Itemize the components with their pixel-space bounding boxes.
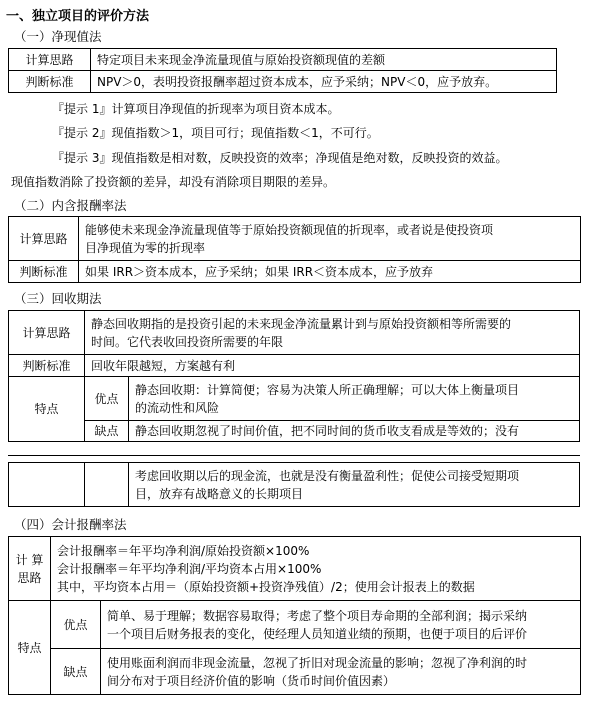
npv-calc-text: 特定项目未来现金净流量现值与原始投资额现值的差额	[91, 49, 557, 71]
arr-feat-label: 特点	[9, 601, 51, 695]
section-title-irr: （二）内含报酬率法	[14, 198, 127, 213]
arr-calc-label-2: 思路	[17, 570, 42, 585]
irr-calc-label: 计算思路	[9, 217, 79, 261]
irr-table	[8, 216, 581, 283]
page-title: 一、独立项目的评价方法	[6, 9, 150, 24]
irr-judge-text: 如果 IRR＞资本成本，应予采纳；如果 IRR＜资本成本，应予放弃	[79, 261, 581, 283]
arr-adv-text-1: 简单、易于理解；数据容易取得；考虑了整个项目寿命期的全部利润；揭示采纳	[107, 608, 528, 623]
irr-calc-text-1: 能够使未来现金净流量现值等于原始投资额现值的折现率，或者说是使投资项	[85, 222, 494, 237]
payback-dis-text-1: 静态回收期忽视了时间价值，把不同时间的货币收支看成是等效的；没有	[129, 421, 580, 442]
arr-calc-text-2: 会计报酬率＝年平均净利润/平均资本占用×100%	[57, 561, 322, 576]
arr-calc-text-3: 其中，平均资本占用＝（原始投资额+投资净残值）/2；使用会计报表上的数据	[57, 579, 475, 594]
section-title-arr: （四）会计报酬率法	[14, 517, 127, 532]
payback-adv-label: 优点	[85, 377, 129, 421]
irr-judge-label: 判断标准	[9, 261, 79, 283]
arr-calc-label-1: 计 算	[15, 552, 44, 567]
payback-calc-label: 计算思路	[9, 311, 85, 355]
payback-calc-text-2: 时间。它代表收回投资所需要的年限	[91, 334, 284, 349]
payback-judge-text: 回收年限越短，方案越有利	[85, 355, 580, 377]
tip-2: 『提示 2』现值指数＞1，项目可行；现值指数＜1，不可行。	[52, 126, 379, 140]
arr-table	[8, 536, 581, 695]
npv-table	[8, 48, 557, 93]
arr-dis-label: 缺点	[51, 649, 101, 695]
irr-calc-text-2: 目净现值为零的折现率	[85, 240, 206, 255]
payback-adv-text-1: 静态回收期：计算简便；容易为决策人所正确理解；可以大体上衡量项目	[135, 382, 520, 397]
arr-adv-text-2: 一个项目后财务报表的变化，使经理人员知道业绩的预期，也便于项目的后评价	[107, 626, 528, 641]
npv-calc-label: 计算思路	[9, 49, 91, 71]
payback-dis-text-3: 目，放弃有战略意义的长期项目	[135, 486, 304, 501]
payback-calc-text-1: 静态回收期指的是投资引起的未来现金净流量累计到与原始投资额相等所需要的	[91, 316, 512, 331]
arr-dis-text-1: 使用账面利润而非现金流量，忽视了折旧对现金流量的影响；忽视了净利润的时	[107, 655, 528, 670]
section-title-payback: （三）回收期法	[14, 291, 102, 306]
arr-dis-text-2: 间分布对于项目经济价值的影响（货币时间价值因素）	[107, 673, 396, 688]
payback-dis-text-2: 考虑回收期以后的现金流，也就是没有衡量盈利性；促使公司接受短期项	[135, 468, 520, 483]
payback-dis-label: 缺点	[85, 421, 129, 442]
section-title-npv: （一）净现值法	[14, 29, 102, 44]
arr-adv-label: 优点	[51, 601, 101, 649]
npv-judge-label: 判断标准	[9, 71, 91, 93]
payback-table	[8, 310, 580, 442]
payback-feat-label: 特点	[9, 377, 85, 442]
page-break-line	[8, 455, 580, 456]
tip-3-cont: 现值指数消除了投资额的差异，却没有消除项目期限的差异。	[11, 175, 336, 189]
payback-judge-label: 判断标准	[9, 355, 85, 377]
arr-calc-text-1: 会计报酬率＝年平均净利润/原始投资额×100%	[57, 543, 310, 558]
tip-1: 『提示 1』计算项目净现值的折现率为项目资本成本。	[52, 102, 340, 116]
payback-adv-text-2: 的流动性和风险	[135, 400, 220, 415]
tip-3: 『提示 3』现值指数是相对数，反映投资的效率；净现值是绝对数，反映投资的效益。	[52, 151, 508, 165]
payback-table-continued	[8, 462, 580, 507]
npv-judge-text: NPV＞0，表明投资报酬率超过资本成本，应予采纳；NPV＜0，应予放弃。	[91, 71, 557, 93]
